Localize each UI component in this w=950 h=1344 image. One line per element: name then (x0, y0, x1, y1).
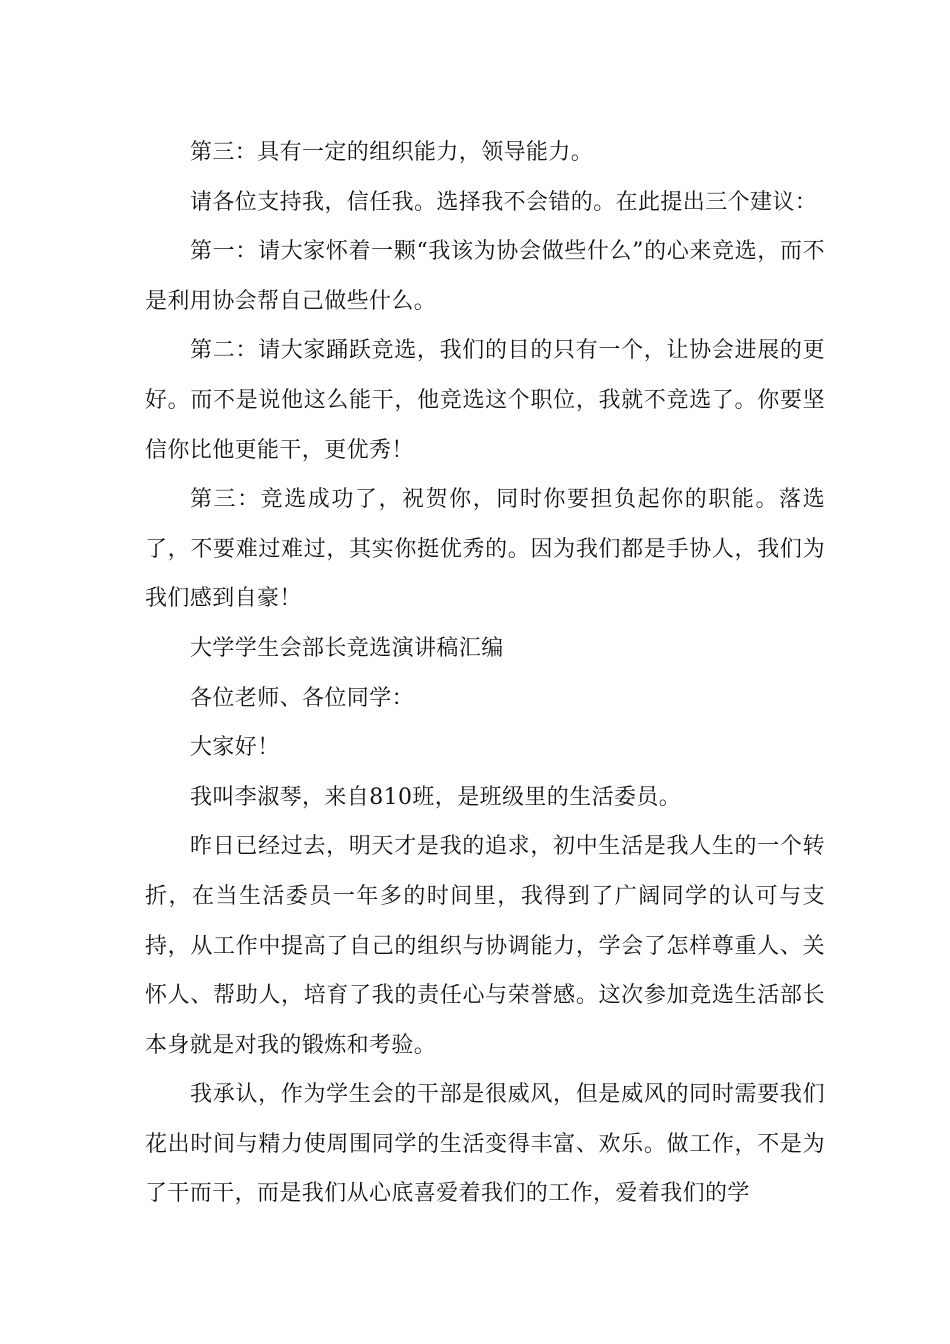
paragraph-support-request: 请各位支持我，信任我。选择我不会错的。在此提出三个建议： (190, 189, 818, 215)
document-body (145, 128, 825, 1219)
section-title: 大学学生会部长竞选演讲稿汇编 (190, 635, 504, 661)
salutation: 各位老师、各位同学： (190, 685, 415, 711)
paragraph-self-introduction: 我叫李淑琴，来自810班，是班级里的生活委员。 (190, 784, 682, 810)
paragraph-suggestion-two: 第二：请大家踊跃竞选，我们的目的只有一个，让协会进展的更好。而不是说他这么能干，他竞选这个职位，我就不竞选了。你要坚信你比他更能干，更优秀！ (145, 338, 825, 463)
paragraph-experience: 昨日已经过去，明天才是我的追求，初中生活是我人生的一个转折，在当生活委员一年多的时间里，我得到了广阔同学的认可与支持，从工作中提高了自己的组织与协调能力，学会了怎样尊重人、关怀人、帮助人，培育了我的责任心与荣誉感。这次参加竞选生活部长本身就是对我的锻炼和考验。 (145, 834, 825, 1058)
paragraph-suggestion-three: 第三：竞选成功了，祝贺你，同时你要担负起你的职能。落选了，不要难过难过，其实你挺优秀的。因为我们都是手协人，我们为我们感到自豪！ (145, 487, 825, 612)
paragraph-commitment: 我承认，作为学生会的干部是很威风，但是威风的同时需要我们花出时间与精力使周围同学的生活变得丰富、欢乐。做工作，不是为了干而干，而是我们从心底喜爱着我们的工作，爱着我们的学 (145, 1082, 825, 1207)
greeting: 大家好！ (190, 735, 280, 761)
paragraph-suggestion-one: 第一：请大家怀着一颗“我该为协会做些什么”的心来竞选，而不是利用协会帮自己做些什么。 (145, 239, 825, 314)
paragraph-criterion-three: 第三：具有一定的组织能力，领导能力。 (190, 140, 594, 165)
